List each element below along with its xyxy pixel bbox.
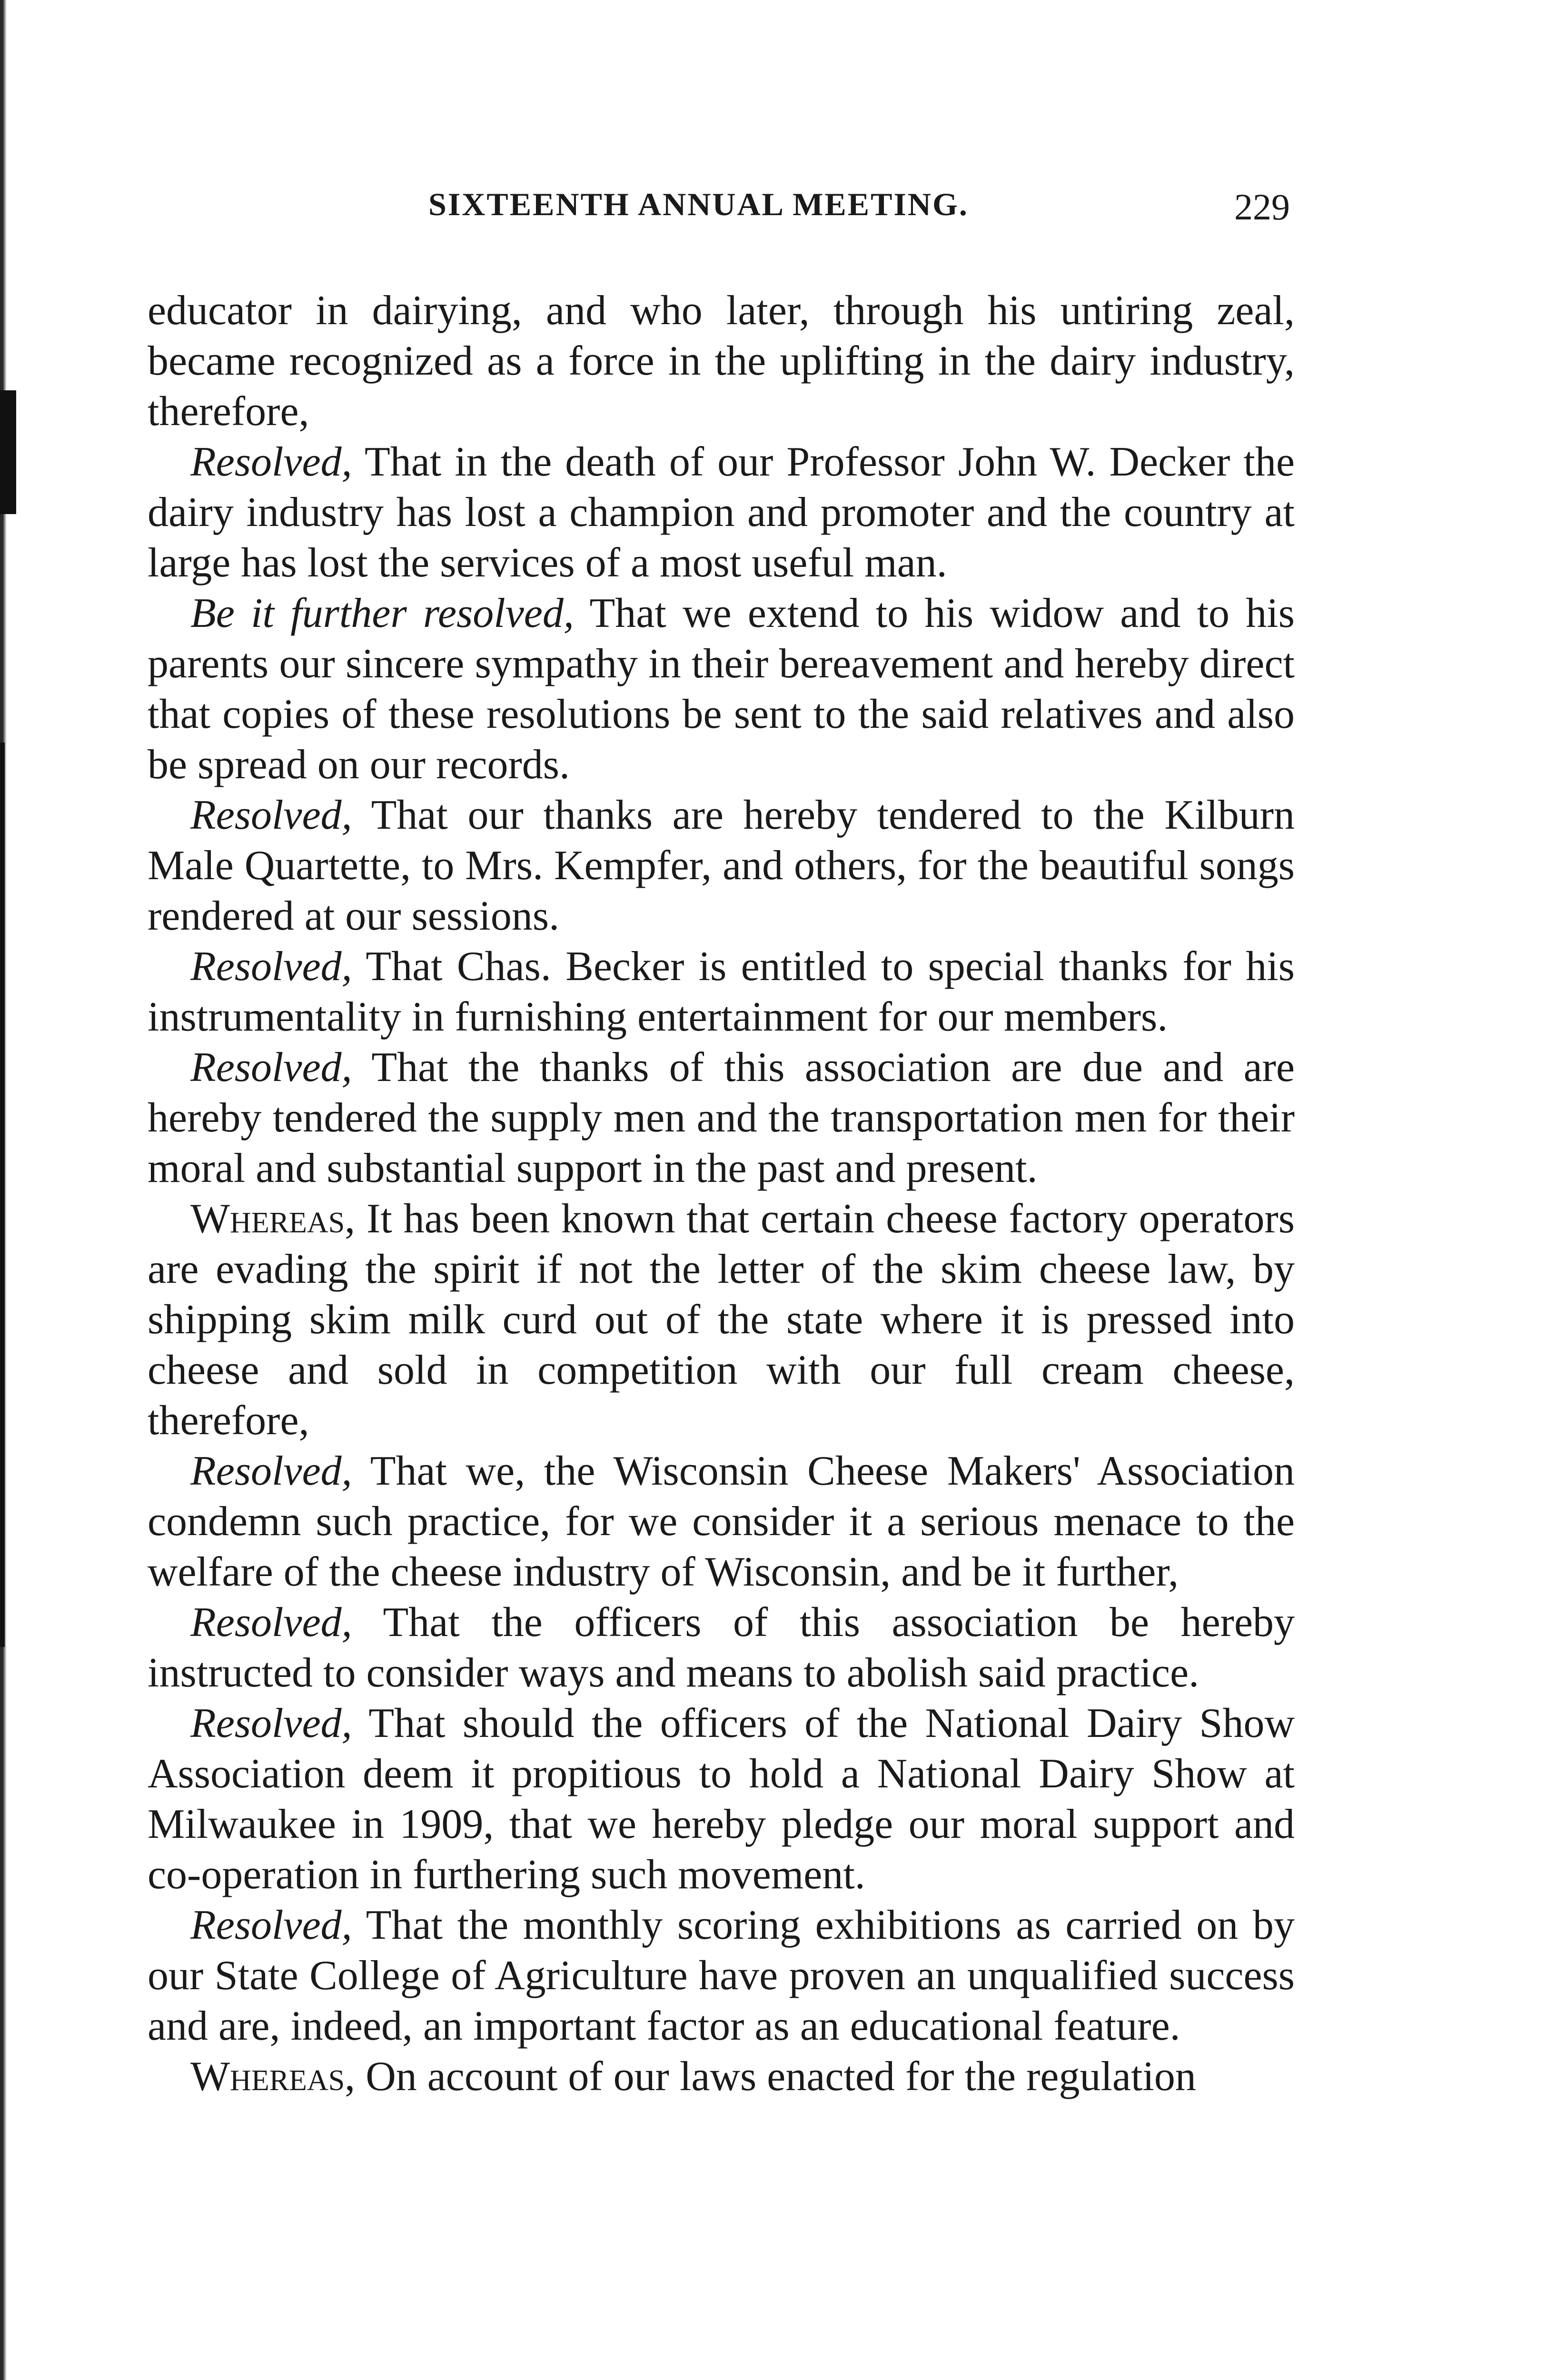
paragraph xyxy=(148,1042,1295,1194)
paragraph xyxy=(148,1900,1295,2052)
paragraph xyxy=(148,437,1295,588)
paragraph-lead: Be it further resolved, xyxy=(190,590,574,636)
paragraph xyxy=(148,286,1295,437)
paragraph xyxy=(148,942,1295,1042)
paragraph xyxy=(148,1194,1295,1446)
paragraph-lead: Resolved, xyxy=(190,1599,352,1646)
paragraph-text: That should the officers of the National Dairy Show Association deem it propitious to hold a National Dairy Show at Milwaukee in 1909, that we hereby pledge our moral support and co-operation in furthering such movement. xyxy=(148,1700,1295,1898)
paragraph-text: That we extend to his widow and to his parents our sincere sympathy in their bereavement and hereby direct that copies of these resolutions be sent to the said relatives and also be spread on our records. xyxy=(148,590,1295,788)
scan-mark xyxy=(0,743,5,1647)
paragraph-lead: Resolved, xyxy=(190,1448,352,1494)
paragraph-lead: Resolved, xyxy=(190,439,352,485)
paragraph-text: That the officers of this association be hereby instructed to consider ways and means to abolish said practice. xyxy=(148,1599,1295,1696)
body-text xyxy=(148,286,1295,2102)
paragraph xyxy=(148,2052,1295,2102)
paragraph xyxy=(148,1698,1295,1900)
paragraph-text: It has been known that certain cheese factory operators are evading the spirit if not the letter of the skim cheese law, by shipping skim milk curd out of the state where it is pressed into cheese and sold in competition with our full cream cheese, therefore, xyxy=(148,1196,1295,1444)
page-header xyxy=(148,186,1290,238)
paragraph-lead: Resolved, xyxy=(190,1044,352,1091)
paragraph-text: That Chas. Becker is entitled to special thanks for his instrumentality in furnishing entertainment for our members. xyxy=(148,943,1295,1040)
paragraph-text: educator in dairying, and who later, through his untiring zeal, became recognized as a force in the uplifting in the dairy industry, therefore, xyxy=(148,288,1295,435)
paragraph xyxy=(148,1446,1295,1597)
paragraph-lead: Resolved, xyxy=(190,943,352,990)
paragraph-text: That we, the Wisconsin Cheese Makers' Association condemn such practice, for we consider it a serious menace to the welfare of the cheese industry of Wisconsin, and be it further, xyxy=(148,1448,1295,1595)
paragraph-lead: Whereas, xyxy=(190,2053,356,2100)
page-number: 229 xyxy=(1234,186,1290,228)
paragraph-lead: Resolved, xyxy=(190,1700,352,1746)
paragraph-text: That the monthly scoring exhibitions as carried on by our State College of Agriculture have proven an unqualified success and are, indeed, an important factor as an educational feature. xyxy=(148,1902,1295,2049)
paragraph-lead: Resolved, xyxy=(190,792,352,838)
paragraph xyxy=(148,588,1295,790)
paragraph xyxy=(148,1597,1295,1698)
paragraph-text: That the thanks of this association are due and are hereby tendered the supply men and the transportation men for their moral and substantial support in the past and present. xyxy=(148,1044,1295,1191)
paragraph-lead: Whereas, xyxy=(190,1196,356,1242)
paragraph-text: That our thanks are hereby tendered to the Kilburn Male Quartette, to Mrs. Kempfer, and others, for the beautiful songs rendered at our sessions. xyxy=(148,792,1295,939)
paragraph-text: That in the death of our Professor John W. Decker the dairy industry has lost a champion and promoter and the country at large has lost the services of a most useful man. xyxy=(148,439,1295,586)
running-head: SIXTEENTH ANNUAL MEETING. xyxy=(428,186,969,222)
scan-mark xyxy=(0,390,16,514)
paragraph xyxy=(148,790,1295,942)
paragraph-lead: Resolved, xyxy=(190,1902,352,1948)
paragraph-text: On account of our laws enacted for the regulation xyxy=(355,2053,1196,2100)
